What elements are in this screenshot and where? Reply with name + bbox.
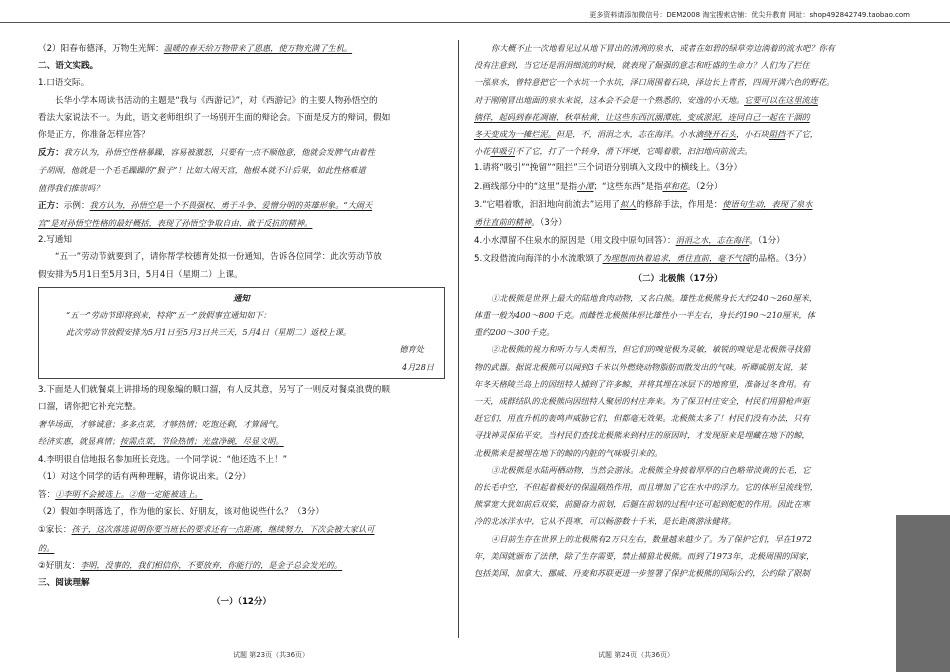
- notice-title: 通知: [233, 292, 250, 303]
- underlined-passage: 它要可以在这里流连: [744, 94, 818, 105]
- passage-line: ④目前生存在世界上的北极熊有2万只左右，数量越来越少了。为了保护它们，早在1972: [491, 533, 812, 544]
- passage-line: 没有注意到，当它还是涓涓细流的时候，就表现了倔强的意志和旺盛的生命力？人们为了拦住: [474, 60, 810, 71]
- text-line: 看法大家说法不一。为此，语文老师组织了一场别开生面的辩论会。下面是反方的辩词，假如: [38, 112, 391, 123]
- passage-line: 一天，成群结队的北极熊向因纽特人聚居的村庄奔来。为了保卫村庄安全，村民们用猎枪声驱: [474, 396, 810, 407]
- text-line: 你是正方，你准备怎样应答？: [38, 130, 150, 141]
- question-number: 4.李明很自信地报名参加班长竞选。一个同学说：“他还选不上！”: [38, 454, 288, 465]
- handwritten-answer: ①李明不会被选上。②他一定能被选上。: [55, 489, 203, 500]
- handwritten-answer: 勇往直前的精神: [474, 217, 532, 228]
- text-line: （2）阳春布德泽，万物生光辉：温暖的春天给万物带来了恩惠，使万物充满了生机。: [38, 43, 353, 54]
- text-line: 长华小学本周读书活动的主题是“我与《西游记》”，对《西游记》的主要人物孙悟空的: [55, 95, 378, 106]
- passage-line: 年冬天格陵兰岛上的因纽特人捕到了许多鲸，并将其埋在冰层下的地窖里，准备过冬食用。有: [474, 378, 810, 389]
- handwritten-answer: 宫”是对孙悟空性格的最好概括，表现了孙悟空争取自由、敢于反抗的精神。: [38, 218, 313, 229]
- text-line: 口溜，请你把它补充完整。: [38, 402, 142, 413]
- passage-line: ①北极熊是世界上最大的陆地食肉动物，又名白熊。雄性北极熊身长大约240～260厘米，: [491, 292, 818, 303]
- question-number: 2.写通知: [38, 235, 72, 246]
- handwritten-answer: 我方认为，孙悟空是一个不畏强权、勇于斗争、爱憎分明的英雄形象。“大闹天: [89, 199, 373, 210]
- debate-text: 值得我们推崇吗？: [38, 182, 104, 193]
- text-line: “五一”劳动节就要到了，请你帮学校德育处拟一份通知，告诉各位同学：此次劳动节放: [55, 252, 382, 263]
- passage-line: ②北极熊的视力和听力与人类相当，但它们的嗅觉极为灵敏，敏锐的嗅觉是北极熊寻找猎: [491, 344, 811, 355]
- handwritten-answer: 的。: [38, 542, 55, 553]
- passage-line: 赶它们，用直升机的轰鸣声威胁它们，但都毫无效果。北极熊太多了！村民们没有办法，只有: [474, 413, 810, 424]
- text-line: （2）假如李明落选了，作为他的家长、好朋友，该对他说些什么？（3分）: [38, 507, 324, 518]
- header-note: 更多资料请添加微信号：DEM2008 淘宝搜索店铺：优尖升教育 网址：shop492842749.taobao.com: [589, 11, 910, 19]
- passage-heading: （二）北极熊（17分）: [633, 273, 723, 284]
- doggerel-line: 奢华场面，才够诚意；多多点菜，才够热情；吃饱还剩，才算阔气。: [38, 419, 284, 430]
- scan-edge-block: [896, 515, 950, 672]
- notice-line: 此次劳动节放假安排为5月1日至5月3日共三天，5月4日（星期二）返校上课。: [66, 327, 352, 338]
- speaker-label: 反方：: [38, 148, 64, 159]
- underlined-passage: 徜徉，起码到春花凋谢、秋草枯黄，让这些东西沉溺潭底，变成淤泥，连同自己一起在干涸的: [474, 111, 810, 122]
- speaker-label: 正方：: [38, 200, 64, 211]
- notice-date: 4月28日: [401, 361, 434, 372]
- page-footer-right: 试题 第24页（共36页）: [598, 651, 675, 659]
- handwritten-answer: 按需点菜，节俭热情；光盘净碗，尽显文明。: [119, 436, 284, 447]
- handwritten-answer: 草和花: [662, 180, 688, 191]
- page-footer-left: 试题 第23页（共36页）: [233, 651, 310, 659]
- question-line: 1.请将“吸引”“挽留”“阻拦”三个词语分别填入文段中的横线上。（3分）: [474, 163, 743, 174]
- blank-answer: 草吸引: [490, 146, 515, 157]
- passage-line: 寻找神灵保佑平安。当村民们查找北极熊来到村庄的原因时，才发现原来是埋藏在地下的鲸，: [474, 430, 810, 441]
- right-column: 你大概不止一次地看见过从地下冒出的清冽的泉水，或者在如碧的绿草旁边淌着的流水吧？你有 没有注意到，当它还是涓涓细流的时候，就表现了倔强的意志和旺盛的生命力？人们为了拦住 一泓泉水，曾特意把它一个水坑一个水坑，泽口周围着石块，泽边长上青苔，四周开满六色的野花。 对于刚刚冒出地面的泉水来说，这本会不会是一个熟悉的、安逸的小天地。它要可以在这里流连 徜徉，起码到春花凋谢、秋草枯黄，让这些东西沉溺潭底，变成淤泥，连同自己一起在干涸的 冬天变成为一摊烂泥。但是，不，涓涓之水，志在海洋。小水滴绕开石头，小石块阻挡不了它， 小花草吸引不了它，打了一个转身，滑下坪埂，它喝着歌，汩汩地向前流去。 1.请将“吸引”“挽留”“阻拦”三个词语分别填入文段中的横线上。（3分） 2.画线部分中的“这里”是指小潭；“这些东西”是指草和花。（2分） 3.“它唱着歌，汩汩地向前流去”运用了拟人的修辞手法，作用是：使语句生动，表现了泉水 勇往直前的精神。（3分） 4.小水潭留不住泉水的原因是（用文段中原句回答）：涓涓之水，志在海洋。（1分） 5.文段借流向海洋的小水流歌颂了为理想而执着追求，勇往直前，毫不气馁的品格。（3分） （二）北极熊（17分） ①北极熊是世界上最大的陆地食肉动物，又名白熊。雄性北极熊身长大约240～260厘米， 体重一般为400～800千克。而雌性北极熊体形比雄性小一半左右，身长约190～210厘米，体 重约200～300千克。 ②北极熊的视力和听力与人类相当，但它们的嗅觉极为灵敏，敏锐的嗅觉是北极熊寻找猎 物的武器。据说北极熊可以闻到3千米以外燃烧动物脂肪而散发出的气味。听卿戚朋友说，某 年冬天格陵兰岛上的因纽特人捕到了许多鲸，并将其埋在冰层下的地窖里，准备过冬食用。有 一天，成群结队的北极熊向因纽特人聚居的村庄奔来。为了保卫村庄安全，村民们用猎枪声驱 赶它们，用直升机的轰鸣声威胁它们，但都毫无效果。北极熊太多了！村民们没有办法，只有 寻找神灵保佑平安。当村民们查找北极熊来到村庄的原因时，才发现原来是埋藏在地下的鲸， 北极熊来是被埋在地下的鲸的内脏的气味吸引来的。 ③北极熊是水陆两栖动物，当然会游泳。北极熊全身披着厚厚的白色略带淡黄的长毛，它 的长毛中空，不但起着极好的保温隔热作用，而且增加了它在水中的浮力。它的体形呈流线型， 熊掌宽大犹如前后双桨，前腿奋力前划，后腿在前划的过程中还可起到舵舵的作用。因此在寒 冷的北冰洋水中，它从不畏寒，可以畅游数十千米，是长距离游泳健将。 ④目前生存在世界上的北极熊有2万只左右，数量越来越少了。为了保护它们，早在1972 年，美国就颁布了法律，除了生存需要，禁止捕猎北极熊。而到了1973年，北极周围的国家， 包括美国、加拿大、挪威、丹麦和苏联更进一步签署了保护北极熊的国际公约，公约除了限制: [474, 40, 882, 582]
- passage-line: 你大概不止一次地看见过从地下冒出的清冽的泉水，或者在如碧的绿草旁边淌着的流水吧？你有: [491, 43, 835, 53]
- passage-line: 包括美国、加拿大、挪威、丹麦和苏联更进一步签署了保护北极熊的国际公约，公约除了限制: [474, 568, 810, 579]
- passage-line: 冷的北冰洋水中，它从不畏寒，可以畅游数十千米，是长距离游泳健将。: [474, 516, 737, 527]
- passage-line: 年，美国就颁布了法律，除了生存需要，禁止捕猎北极熊。而到了1973年，北极周围的国家，: [474, 550, 815, 561]
- text-line: 3.下面是人们就餐桌上讲排场的现象编的顺口溜，有人反其意，另写了一则反对餐桌浪费的顺: [38, 384, 390, 395]
- left-column: （2）阳春布德泽，万物生光辉：温暖的春天给万物带来了恩惠，使万物充满了生机。 二、语文实践。 1.口语交际。 长华小学本周读书活动的主题是“我与《西游记》”，对《西游记》的主要人物孙悟空的 看法大家说法不一。为此，语文老师组织了一场别开生面的辩论会。下面是反方的辩词，假如 你是正方，你准备怎样应答？ 反方：我方认为，孙悟空性格暴躁，容易被激怒，只要有一点不顺他意，他就会发脾气由着性 子胡闹，他就是一个毛毛躁躁的“猴子”！比如大闹天宫，他根本就不计后果，如此性格难道 值得我们推崇吗？ 正方：示例：我方认为，孙悟空是一个不畏强权、勇于斗争、爱憎分明的英雄形象。“大闹天 宫”是对孙悟空性格的最好概括，表现了孙悟空争取自由、敢于反抗的精神。 2.写通知 “五一”劳动节就要到了，请你帮学校德育处拟一份通知，告诉各位同学：此次劳动节放 假安排为5月1日至5月3日，5月4日（星期二）上课。 通知 “五一”劳动节即将到来，特将“五一”放假事宜通知如下： 此次劳动节放假安排为5月1日至5月3日共三天，5月4日（星期二）返校上课。 德育处 4月28日 3.下面是人们就餐桌上讲排场的现象编的顺口溜，有人反其意，另写了一则反对餐桌浪费的顺 口溜，请你把它补充完整。 奢华场面，才够诚意；多多点菜，才够热情；吃饱还剩，才算阔气。 经济实惠，就显真情；按需点菜，节俭热情；光盘净碗，尽显文明。 4.李明很自信地报名参加班长竞选。一个同学说：“他还选不上！” （1）对这个同学的话有两种理解，请你说出来。（2分） 答：①李明不会被选上。②他一定能被选上。 （2）假如李明落选了，作为他的家长、好朋友，该对他说些什么？（3分） ①家长：孩子，这次落选说明你要当班长的要求还有一点距离，继续努力，下次会被大家认可 的。 ②好朋友：李明，没事的，我们相信你，不要放弃，你能行的，是金子总会发光的。 三、阅读理解 （一）（12分）: [38, 40, 445, 612]
- notice-signature: 德育处: [399, 344, 424, 355]
- notice-box: [38, 287, 445, 379]
- debate-text: 子胡闹，他就是一个毛毛躁躁的“猴子”！比如大闹天宫，他根本就不计后果，如此性格难道: [38, 165, 366, 176]
- handwritten-answer: 拟人: [620, 198, 637, 209]
- passage-line: 体重一般为400～800千克。而雌性北极熊体形比雄性小一半左右，身长约190～210厘米，体: [474, 310, 815, 321]
- column-divider: [458, 40, 459, 638]
- handwritten-answer: 涓涓之水，志在海洋: [675, 235, 750, 246]
- debate-text: 我方认为，孙悟空性格暴躁，容易被激怒，只要有一点不顺他意，他就会发脾气由着性: [63, 147, 375, 158]
- question-number: 1.口语交际。: [38, 78, 90, 89]
- text-line: 假安排为5月1日至5月3日，5月4日（星期二）上课。: [38, 269, 243, 280]
- section-heading: 三、阅读理解: [38, 578, 90, 589]
- handwritten-answer: 温暖的春天给万物带来了恩惠，使万物充满了生机。: [163, 43, 353, 53]
- passage-line: 熊掌宽大犹如前后双桨，前腿奋力前划，后腿在前划的过程中还可起到舵舵的作用。因此在寒: [474, 499, 810, 510]
- notice-line: “五一”劳动节即将到来，特将“五一”放假事宜通知如下：: [66, 310, 272, 321]
- blank-answer: 阻挡: [768, 129, 786, 140]
- handwritten-answer: 为理想而执着追求，勇往直前，毫不气馁: [602, 253, 750, 264]
- handwritten-answer: 李明，没事的，我们相信你，不要放弃，你能行的，是金子总会发光的。: [80, 559, 343, 570]
- handwritten-answer: 小潭: [577, 180, 594, 191]
- passage-line: ③北极熊是水陆两栖动物，当然会游泳。北极熊全身披着厚厚的白色略带淡黄的长毛，它: [491, 464, 811, 475]
- passage-line: 北极熊来是被埋在地下的鲸的内脏的气味吸引来的。: [474, 447, 663, 458]
- passage-line: 重约200～300千克。: [474, 327, 555, 338]
- text-line: （1）对这个同学的话有两种理解，请你说出来。（2分）: [38, 471, 251, 482]
- handwritten-answer: 使语句生动，表现了泉水: [722, 198, 813, 209]
- handwritten-answer: 孩子，这次落选说明你要当班长的要求还有一点距离，继续努力，下次会被大家认可: [71, 524, 375, 535]
- passage-line: 一泓泉水，曾特意把它一个水坑一个水坑，泽口周围着石块，泽边长上青苔，四周开满六色的野花。: [474, 77, 835, 88]
- section-heading: 二、语文实践。: [38, 61, 99, 72]
- passage-line: 的长毛中空，不但起着极好的保温隔热作用，而且增加了它在水中的浮力。它的体形呈流线型，: [474, 482, 818, 493]
- blank-answer: 绕开石头: [703, 129, 737, 140]
- header-rule: [0, 22, 950, 23]
- passage-line: 物的武器。据说北极熊可以闻到3千米以外燃烧动物脂肪而散发出的气味。听卿戚朋友说，某: [474, 361, 807, 372]
- passage-heading: （一）（12分）: [211, 597, 272, 608]
